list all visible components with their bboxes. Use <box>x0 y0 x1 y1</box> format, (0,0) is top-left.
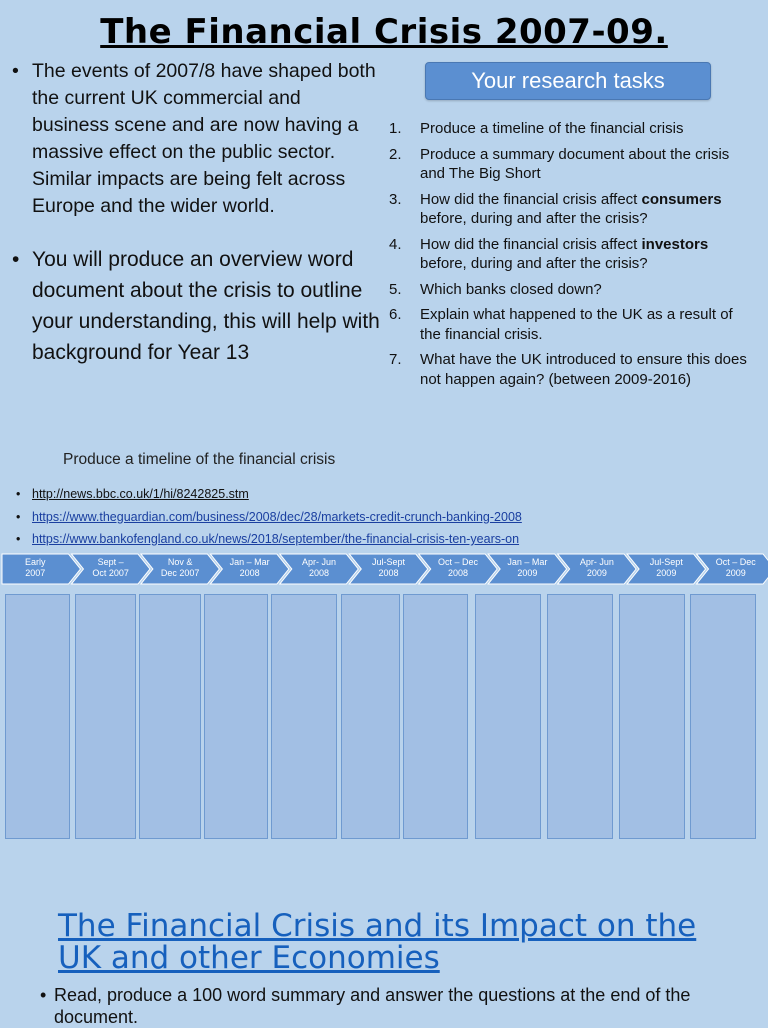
bottom-instructions <box>40 984 740 1028</box>
timeline-heading: Produce a timeline of the financial crisis <box>63 451 336 468</box>
link-item-boe <box>14 528 522 551</box>
research-task-item: 1. Produce a timeline of the financial crisis <box>389 120 684 137</box>
task-emphasis: investors <box>641 235 709 253</box>
timeline-period-label: Jan – Mar <box>507 557 548 567</box>
timeline-column-box[interactable] <box>5 594 70 839</box>
timeline-column-box[interactable] <box>139 594 201 839</box>
timeline-period-label: Apr- Jun <box>579 557 614 567</box>
timeline-period-label: Oct – Dec <box>437 557 478 567</box>
timeline-column-box[interactable] <box>271 594 337 839</box>
task-number: 2. <box>389 145 402 163</box>
task-number: 1. <box>389 120 402 137</box>
timeline-period-label: 2009 <box>656 568 677 578</box>
timeline-period-label: 2009 <box>517 568 538 578</box>
timeline-period-label: 2009 <box>725 568 746 578</box>
research-task-item: 6. Explain what happened to the UK as a result of the financial crisis. <box>389 306 733 343</box>
task-number: 4. <box>389 235 402 253</box>
research-task-item: 4. How did the financial crisis affect investors before, during and after the crisis? <box>389 235 709 272</box>
timeline-column-box[interactable] <box>204 594 268 839</box>
task-number: 3. <box>389 190 402 208</box>
guardian-link[interactable]: https://www.theguardian.com/business/2008/dec/28/markets-credit-crunch-banking-2008 <box>32 509 522 524</box>
bottom-instruction-item: • Read, produce a 100 word summary and answer the questions at the end of the document. <box>40 984 740 1028</box>
timeline-column-box[interactable] <box>475 594 541 839</box>
research-task-item: 2. Produce a summary document about the crisis and The Big Short <box>389 145 730 182</box>
timeline-period-label: Oct – Dec <box>715 557 756 567</box>
timeline-column-box[interactable] <box>690 594 756 839</box>
timeline-period-label: Sept – <box>97 557 124 567</box>
timeline-period-label: Apr- Jun <box>302 557 337 567</box>
task-number: 5. <box>389 280 402 298</box>
timeline-period-label: Jul-Sept <box>371 557 406 567</box>
bbc-link[interactable]: http://news.bbc.co.uk/1/hi/8242825.stm <box>32 487 249 501</box>
timeline-column-box[interactable] <box>341 594 400 839</box>
intro-paragraph-task: • You will produce an overview word document about the crisis to outline your understanding, this will help with background for Year 13 <box>10 244 382 368</box>
timeline-period-label: 2007 <box>25 568 46 578</box>
page-title: The Financial Crisis 2007-09. <box>100 12 668 52</box>
task-number: 6. <box>389 306 402 323</box>
task-number: 7. <box>389 351 402 368</box>
timeline-column-box[interactable] <box>403 594 468 839</box>
bank-of-england-link[interactable]: https://www.bankofengland.co.uk/news/2018/september/the-financial-crisis-ten-years-on <box>32 532 520 546</box>
timeline-period-label: 2008 <box>239 568 260 578</box>
timeline-period-label: Dec 2007 <box>160 568 200 578</box>
research-tasks-banner: Your research tasks <box>425 62 711 100</box>
research-tasks-list <box>389 119 749 395</box>
link-item-guardian <box>14 506 522 529</box>
timeline-period-label: Nov & <box>167 557 193 567</box>
timeline-period-label: 2009 <box>586 568 607 578</box>
timeline-period-label: 2008 <box>378 568 399 578</box>
intro-paragraph-events: • The events of 2007/8 have shaped both the current UK commercial and business scene and are now having a massive effect on the public sector. Similar impacts are being felt across Europe and the wider world. <box>10 58 382 220</box>
timeline-column-box[interactable] <box>619 594 685 839</box>
reference-links <box>14 483 522 551</box>
timeline-period-label: 2008 <box>309 568 330 578</box>
timeline-period-label: Early <box>24 557 46 567</box>
timeline-column-box[interactable] <box>75 594 136 839</box>
timeline-chevrons <box>0 553 768 587</box>
intro-list <box>10 58 382 368</box>
research-task-item: 7. What have the UK introduced to ensure this does not happen again? (between 2009-2016) <box>389 351 747 388</box>
task-emphasis: consumers <box>641 190 722 208</box>
document-link-title[interactable]: The Financial Crisis and its Impact on the UK and other Economies <box>58 908 697 976</box>
research-task-item: 3. How did the financial crisis affect consumers before, during and after the crisis? <box>389 190 722 227</box>
timeline-period-label: Jan – Mar <box>229 557 270 567</box>
timeline-period-label: 2008 <box>447 568 468 578</box>
timeline-column-box[interactable] <box>547 594 613 839</box>
timeline-period-label: Jul-Sept <box>649 557 683 567</box>
research-task-item: 5. Which banks closed down? <box>389 280 602 298</box>
link-item-bbc <box>14 483 522 506</box>
timeline-period-label: Oct 2007 <box>92 568 129 578</box>
